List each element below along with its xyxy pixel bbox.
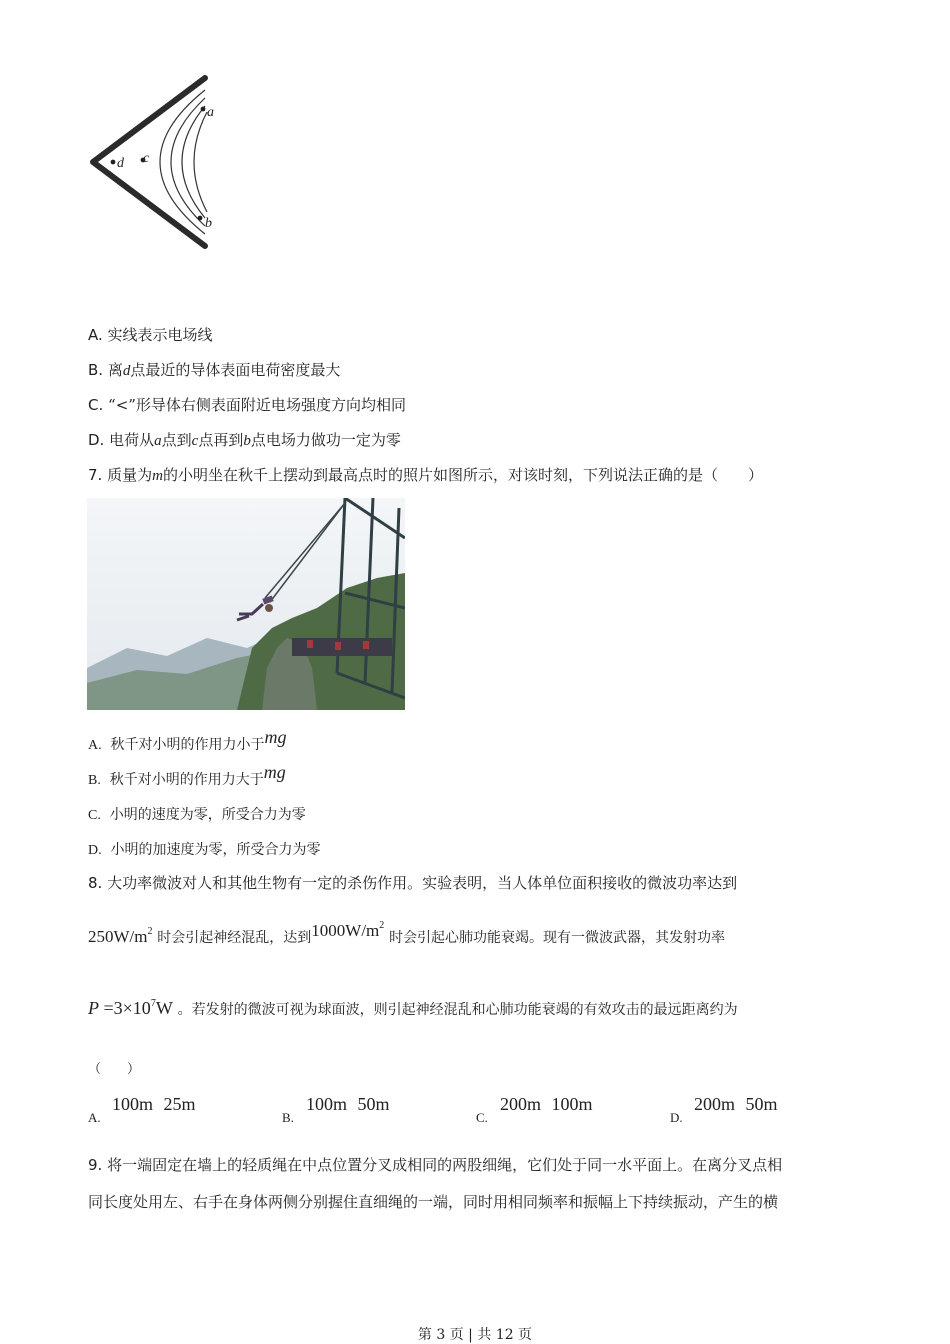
q7-option-c: C. 小明的速度为零，所受合力为零	[88, 807, 306, 823]
q8-line-1: 8. 大功率微波对人和其他生物有一定的杀伤作用。实验表明，当人体单位面积接收的微波功率达到	[88, 874, 738, 892]
q6-option-c: C. “<”形导体右侧表面附近电场强度方向均相同	[88, 396, 406, 414]
swing-photo	[87, 498, 405, 710]
q7-option-a: A. 秋千对小明的作用力小于mg	[88, 727, 287, 753]
q7-option-d: D. 小明的加速度为零，所受合力为零	[88, 842, 321, 858]
point-b	[198, 216, 203, 221]
q8-paren: （ ）	[88, 1062, 141, 1077]
label-b: b	[205, 216, 212, 231]
point-a	[201, 107, 206, 112]
label-c: c	[143, 151, 150, 166]
q6-option-a: A. 实线表示电场线	[88, 326, 213, 344]
point-d	[111, 160, 116, 165]
field-line-2	[171, 98, 205, 226]
label-d: d	[117, 156, 124, 171]
q7-stem: 7. 质量为m的小明坐在秋千上摆动到最高点时的照片如图所示，对该时刻，下列说法正确的是（ ）	[88, 466, 763, 484]
label-a: a	[207, 105, 214, 120]
q9-line-2: 同长度处用左、右手在身体两侧分别握住直细绳的一端，同时用相同频率和振幅上下持续振动，产生的横	[88, 1193, 779, 1211]
field-line-4	[194, 112, 207, 212]
q8-line-3: $P =3\times 10^7W$ 。若发射的微波可视为球面波，则引起神经混乱和心肺功能衰竭的有效攻击的最远距离约为	[88, 998, 738, 1018]
page-footer: 第 3 页 | 共 12 页	[417, 1327, 533, 1343]
conductor-figure	[85, 70, 225, 255]
q6-option-d: D. 电荷从a点到c点再到b点电场力做功一定为零	[88, 431, 401, 449]
q9-line-1: 9. 将一端固定在墙上的轻质绳在中点位置分叉成相同的两股细绳，它们处于同一水平面上。在离分叉点相	[88, 1156, 783, 1174]
q6-option-b: B. 离d点最近的导体表面电荷密度最大	[88, 361, 341, 379]
q7-option-b: B. 秋千对小明的作用力大于mg	[88, 762, 286, 788]
q8-line-2: $250W/m^2$ 时会引起神经混乱，达到$1000W/m^2$ 时会引起心肺功能衰竭。现有一微波武器，其发射功率	[88, 920, 726, 946]
